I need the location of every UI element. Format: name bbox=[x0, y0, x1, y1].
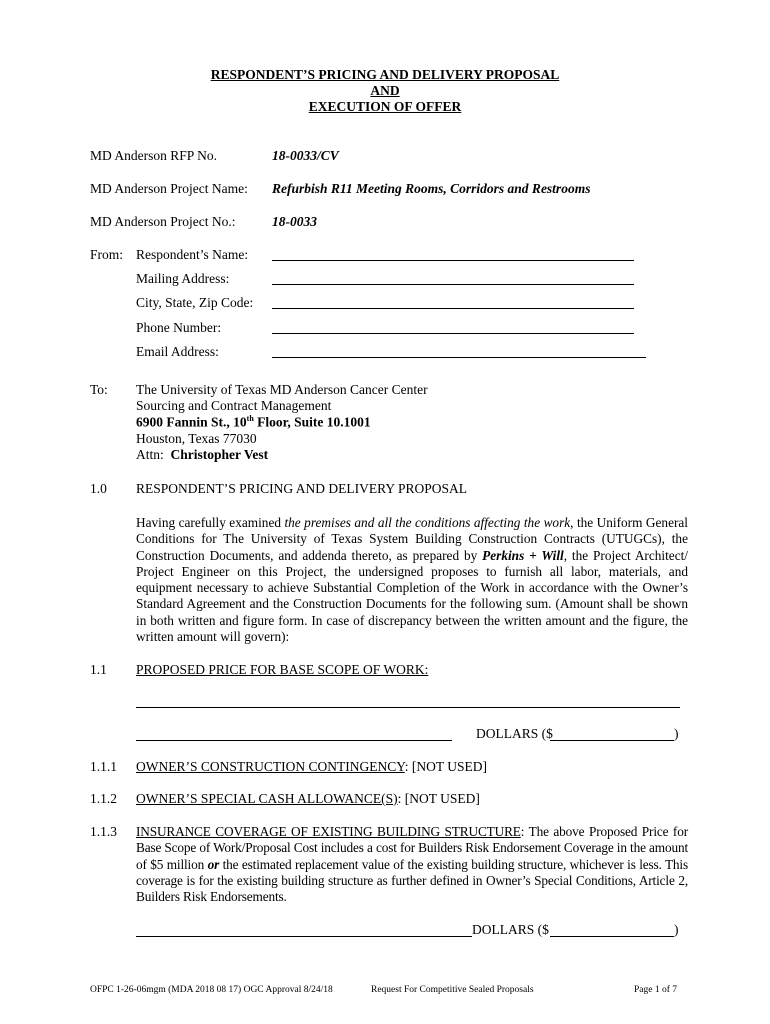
attn-name: Christopher Vest bbox=[170, 447, 269, 462]
dollars-label: DOLLARS ($ bbox=[476, 726, 553, 741]
title-line-2: AND bbox=[370, 83, 400, 98]
title-line-3: EXECUTION OF OFFER bbox=[308, 99, 462, 114]
section-1-1-1-text: OWNER’S CONSTRUCTION CONTINGENCY: [NOT USED] bbox=[136, 759, 488, 774]
rfp-no-label: MD Anderson RFP No. bbox=[90, 148, 218, 163]
project-name-value: Refurbish R11 Meeting Rooms, Corridors and Restrooms bbox=[272, 181, 591, 196]
dollars-close-paren: ) bbox=[674, 726, 679, 741]
insurance-written-line[interactable] bbox=[136, 936, 472, 937]
section-1-1-1-number: 1.1.1 bbox=[90, 759, 117, 774]
to-line-3: 6900 Fannin St., 10th Floor, Suite 10.1001 bbox=[136, 414, 371, 430]
title-line-1: RESPONDENT’S PRICING AND DELIVERY PROPOSAL bbox=[210, 67, 560, 82]
project-no-label: MD Anderson Project No.: bbox=[90, 214, 236, 229]
section-1-0-heading: RESPONDENT’S PRICING AND DELIVERY PROPOSAL bbox=[136, 481, 468, 496]
mailing-address-label: Mailing Address: bbox=[136, 271, 230, 286]
respondent-name-field[interactable] bbox=[272, 260, 634, 261]
insurance-figure-field[interactable] bbox=[550, 936, 674, 937]
to-line-2: Sourcing and Contract Management bbox=[136, 398, 332, 413]
section-1-1-2-number: 1.1.2 bbox=[90, 791, 117, 806]
phone-number-label: Phone Number: bbox=[136, 320, 222, 335]
to-line-1: The University of Texas MD Anderson Cancer Center bbox=[136, 382, 428, 397]
to-label: To: bbox=[90, 382, 108, 397]
insurance-close-paren: ) bbox=[674, 922, 679, 937]
section-1-1-3-paragraph: INSURANCE COVERAGE OF EXISTING BUILDING STRUCTURE: The above Proposed Price for Base Scope of Work/Proposal Cost includes a cost for Builders Risk Endorsement Coverage in the amount of $5 million or the estimated replacement value of the existing building structure, whichever is less. This coverage is for the existing building structure as further defined in Owner’s Special Conditions, Article 2, Builders Risk Endorsements. bbox=[136, 824, 688, 905]
footer-center: Request For Competitive Sealed Proposals bbox=[371, 985, 534, 995]
mailing-address-field[interactable] bbox=[272, 284, 634, 285]
footer-left: OFPC 1-26-06mgm (MDA 2018 08 17) OGC Approval 8/24/18 bbox=[90, 985, 333, 995]
section-1-0-paragraph: Having carefully examined the premises and all the conditions affecting the work, the Uniform General Conditions for The University of Texas System Building Construction Contracts (UTUGCs), the Construction Documents, and addenda thereto, as prepared by Perkins + Will, the Project Architect/ Project Engineer on this Project, the undersigned proposes to furnish all labor, materials, and equipment necessary to achieve Substantial Completion of the Work in accordance with the Owner’s Standard Agreement and the Construction Documents for the following sum. (Amount shall be shown in both written and figure form. In case of discrepancy between the written amount and the figure, the written amount will govern): bbox=[136, 515, 688, 645]
phone-number-field[interactable] bbox=[272, 333, 634, 334]
respondent-name-label: Respondent’s Name: bbox=[136, 247, 249, 262]
section-1-1-2-text: OWNER’S SPECIAL CASH ALLOWANCE(S): [NOT USED] bbox=[136, 791, 480, 806]
insurance-dollars-label: DOLLARS ($ bbox=[472, 922, 549, 937]
attn-line: Attn: Christopher Vest bbox=[136, 447, 269, 462]
to-line-4: Houston, Texas 77030 bbox=[136, 431, 257, 446]
from-label: From: bbox=[90, 247, 124, 262]
email-address-field[interactable] bbox=[272, 357, 646, 358]
city-state-zip-label: City, State, Zip Code: bbox=[136, 295, 254, 310]
rfp-no-value: 18-0033/CV bbox=[272, 148, 339, 163]
price-written-line-1[interactable] bbox=[136, 707, 680, 708]
price-written-line-2[interactable] bbox=[136, 740, 452, 741]
email-address-label: Email Address: bbox=[136, 344, 219, 359]
footer-page-number: Page 1 of 7 bbox=[634, 985, 678, 995]
price-figure-field[interactable] bbox=[550, 740, 674, 741]
section-1-0-number: 1.0 bbox=[90, 481, 107, 496]
section-1-1-heading: PROPOSED PRICE FOR BASE SCOPE OF WORK: bbox=[136, 662, 429, 677]
section-1-1-3-number: 1.1.3 bbox=[90, 824, 117, 839]
section-1-1-number: 1.1 bbox=[90, 662, 107, 677]
project-no-value: 18-0033 bbox=[272, 214, 317, 229]
project-name-label: MD Anderson Project Name: bbox=[90, 181, 248, 196]
city-state-zip-field[interactable] bbox=[272, 308, 634, 309]
